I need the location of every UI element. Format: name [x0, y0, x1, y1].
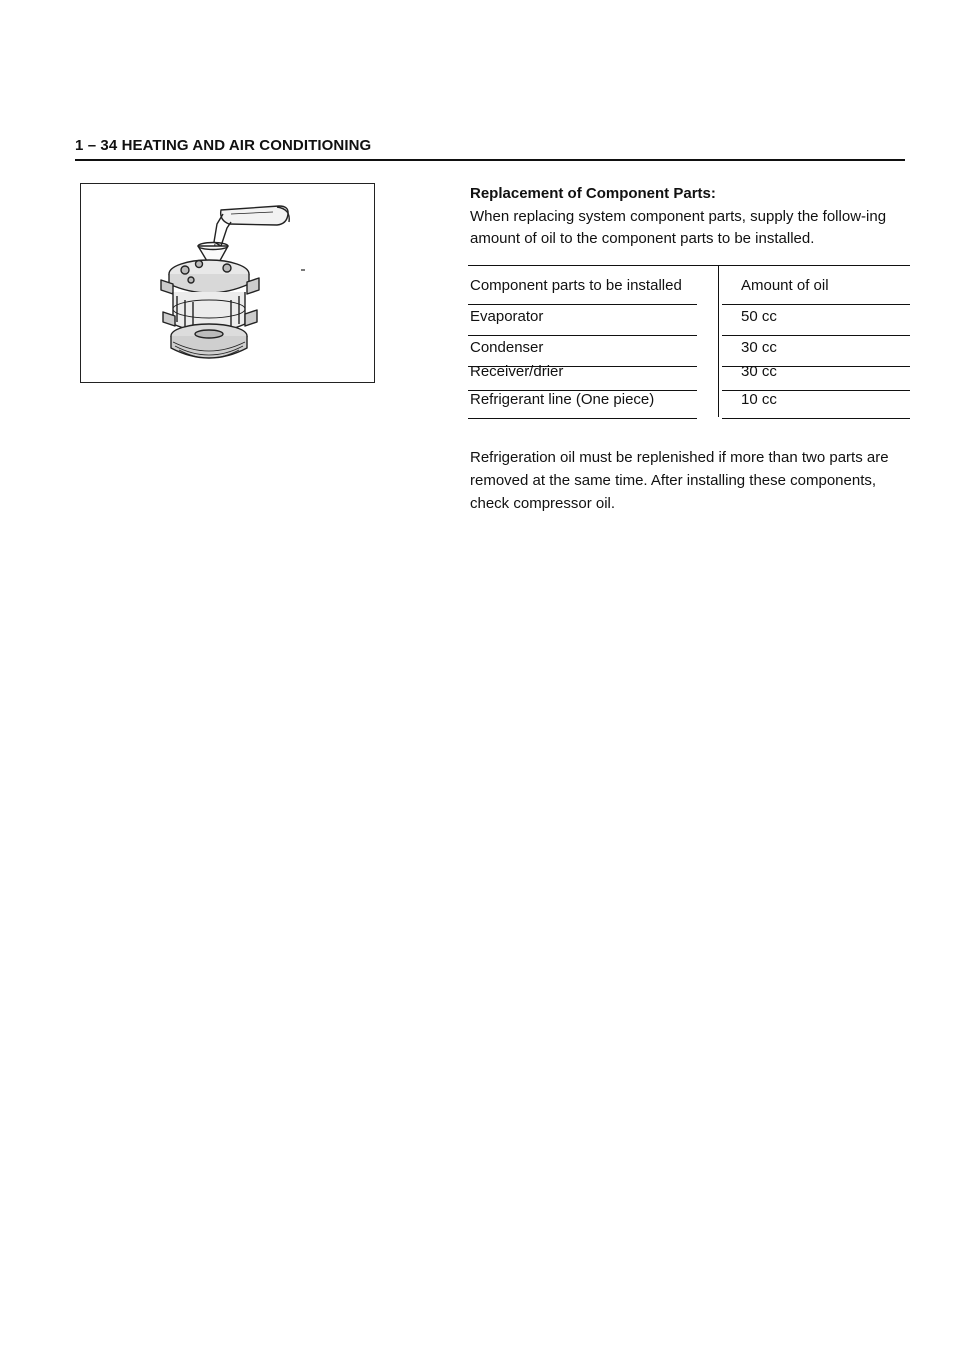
- column-header-amount: Amount of oil: [741, 277, 829, 294]
- section-title: Replacement of Component Parts:: [470, 185, 716, 202]
- oil-amount-table: [468, 265, 910, 420]
- component-cell: Condenser: [470, 339, 544, 356]
- page-header: 1 – 34 HEATING AND AIR CONDITIONING: [75, 137, 372, 154]
- component-cell: Refrigerant line (One piece): [470, 391, 655, 408]
- intro-paragraph: When replacing system component parts, supply the follow-ing amount of oil to the component parts to be installed.: [470, 208, 887, 247]
- amount-cell: 50 cc: [741, 308, 777, 325]
- amount-cell: 30 cc: [741, 339, 777, 356]
- column-header-component: Component parts to be installed: [470, 277, 682, 294]
- component-cell: Receiver/drier: [470, 363, 564, 380]
- table-row: [468, 389, 910, 419]
- table-row: [468, 361, 910, 391]
- table-top-rule: [468, 265, 910, 266]
- header-rule: [75, 159, 905, 161]
- component-cell: Evaporator: [470, 308, 544, 325]
- table-row: [468, 306, 910, 336]
- amount-cell: 10 cc: [741, 391, 777, 408]
- compressor-figure: [80, 183, 375, 383]
- compressor-oil-fill-icon: [81, 184, 376, 384]
- refrigeration-oil-note: Refrigeration oil must be replenished if more than two parts are removed at the same time. After installing these components, check compressor oil.: [470, 449, 889, 512]
- table-header-row: [468, 275, 910, 305]
- amount-cell: 30 cc: [741, 363, 777, 380]
